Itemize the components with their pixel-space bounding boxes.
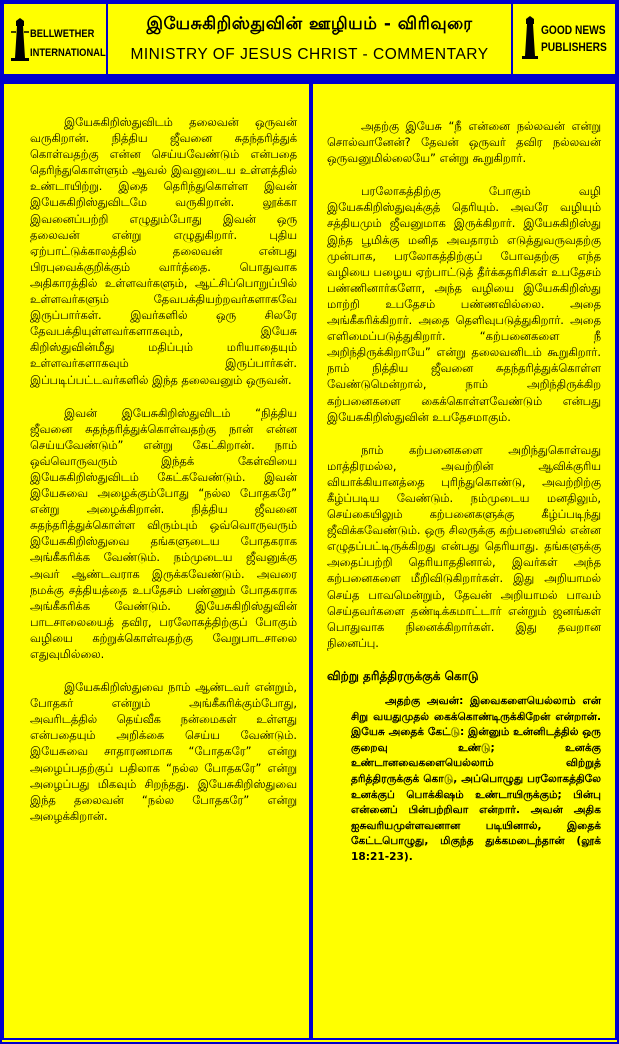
bellwether-logo-line2: INTERNATIONAL (30, 47, 106, 59)
gnp-logo-line2: PUBLISHERS (541, 40, 607, 54)
bellwether-logo (2, 2, 108, 76)
left-paragraph-2: இவன் இயேசுகிறிஸ்துவிடம் “நித்திய ஜீவனை சுதந்தரித்துக்கொள்வதற்கு நான் என்ன செய்யவேண்டும்” என்று கேட்கிறான். நாம் ஒவ்வொருவரும் இந்தக் கேள்வியை இயேசுகிறிஸ்துவிடம் கேட்கவேண்டும். இவன் இயேசுவை அழைக்கும்போது “நல்ல போதகரே” என்று அழைக்கிறான். நித்திய ஜீவனை சுதந்தரித்துக்கொள்ள விரும்பும் ஒவ்வொருவரும் இயேசுகிறிஸ்துவை தங்களுடைய போதகராக அங்கீகரிக்க வேண்டும். நம்முடைய ஜீவனுக்கு அவர் ஆண்டவராக இருக்கவேண்டும். அவரை நமக்கு சத்தியத்தை உபதேசம் பண்ணும் போதகராக அங்கீகரிக்க வேண்டும். இயேசுகிறிஸ்துவின் பாடசாலையைத் தவிர, பரலோகத்திற்குப் போகும் வழியை கற்றுக்கொள்வதற்கு வேறுபாடசாலை எதுவுமில்லை. (30, 405, 297, 661)
page-title-tamil: இயேசுகிறிஸ்துவின் ஊழியம் - விரிவுரை (146, 14, 473, 34)
left-paragraph-1: இயேசுகிறிஸ்துவிடம் தலைவன் ஒருவன் வருகிறான். நித்திய ஜீவனை சுதந்தரித்துக் கொள்வதற்கு என்ன செய்யவேண்டும் என்பதை தெரிந்துகொள்ளும் ஆவல் இவனுடைய உள்ளத்தில் உண்டாயிற்று. இதை தெரிந்துகொள்ள இவன் இயேசுகிறிஸ்துவிடமே வருகிறான். லூக்கா இவனைப்பற்றி எழுதும்போது இவன் ஒரு தலைவன் என்று எழுதுகிறார். புதிய ஏற்பாட்டுக்காலத்தில் தலைவன் என்பது பிரபுவைக்குறிக்கும் வார்த்தை. பொதுவாக அதிகாரத்தில் உள்ளவர்களும், ஆட்சிப்பொறுப்பில் உள்ளவர்களும் தேவபக்தியற்றவர்களாகவே இருப்பார்கள். இவர்களில் ஒரு சிலரே தேவபக்தியுள்ளவர்களாகவும், இயேசு கிறிஸ்துவின்மீது மதிப்பும் மரியாதையும் உள்ளவர்களாகவும் இருப்பார்கள். இப்படிப்பட்டவர்களில் இந்த தலைவனும் ஒருவன். (30, 115, 297, 387)
right-paragraph-2: பரலோகத்திற்கு போகும் வழி இயேசுகிறிஸ்துவுக்குத் தெரியும். அவரே வழியும் சத்தியமும் ஜீவனுமாக இருக்கிறார். இயேசுகிறிஸ்து இந்த பூமிக்கு மனித அவதாரம் எடுத்துவருவதற்கு முன்பாக, பரலோகத்திற்குப் போவதற்கு எந்த வழியை பழைய ஏற்பாட்டுத் தீர்க்கதரிசிகள் உபதேசம் பண்ணினார்களோ, அந்த வழியை இயேசுகிறிஸ்து மாற்றி உபதேசம் பண்ணவில்லை. அதை அங்கீகரிக்கிறார். அதை தெளிவுபடுத்துகிறார். அதை எளிமைப்படுத்துகிறார். “கற்பனைகளை நீ அறிந்திருக்கிறாயே” என்று தலைவனிடம் கூறுகிறார். நாம் நித்திய ஜீவனை சுதந்தரித்துக்கொள்ள வேண்டுமென்றால், நாம் அறிந்திருக்கிற கற்பனைகளை கைக்கொள்ளவேண்டும் என்பது இயேசுகிறிஸ்துவின் உபதேசமாகும். (327, 184, 601, 424)
left-paragraph-3: இயேசுகிறிஸ்துவை நாம் ஆண்டவர் என்றும், போதகர் என்றும் அங்கீகரிக்கும்போது, அவரிடத்தில் தெய்வீக நன்மைகள் உள்ளது என்பதையும் அறிக்கை செய்ய வேண்டும். இயேசுவை சாதாரணமாக “போதகரே” என்று அழைப்பதற்குப் பதிலாக “நல்ல போதகரே” என்று அழைப்பது மிகவும் சிறந்தது. இயேசுகிறிஸ்துவை இந்த தலைவன் “நல்ல போதகரே” என்று அழைக்கிறான். (30, 680, 297, 823)
gnp-logo-line1: GOOD NEWS (541, 23, 606, 37)
section-heading: விற்று தரித்திரருக்குக் கொடு (327, 668, 479, 683)
lighthouse-icon (10, 18, 30, 62)
page-title-english: MINISTRY OF JESUS CHRIST - COMMENTARY (130, 46, 489, 63)
scripture-quote: அதற்கு அவன்: இவைகளையெல்லாம் என் சிறு வயதுமுதல் கைக்கொண்டிருக்கிறேன் என்றான். இயேசு அதைக் கேட்டு: இன்னும் உன்னிடத்தில் ஒரு குறைவு உண்டு; உனக்கு உண்டானவைகளையெல்லாம் விற்றுத் தரித்திரருக்குக் கொடு, அப்பொழுது பரலோகத்திலே உனக்குப் பொக்கிஷம் உண்டாயிருக்கும்; பின்பு என்னைப் பின்பற்றிவா என்றார். அவன் அதிக ஐசுவரியமுள்ளவனான படியினால், இதைக் கேட்டபொழுது, மிகுந்த துக்கமடைந்தான் (லூக் 18:21-23). (351, 695, 601, 863)
page-header (2, 2, 617, 76)
left-column (2, 82, 311, 1040)
good-news-publishers-logo (511, 2, 617, 76)
right-paragraph-3: நாம் கற்பனைகளை அறிந்துகொள்வது மாத்திரமல்ல, அவற்றின் ஆவிக்குரிய வியாக்கியானத்தை புரிந்துகொண்டு, அவற்றிற்கு கீழ்ப்படிய வேண்டும். நம்முடைய மனதிலும், செய்கையிலும் கற்பனைகளுக்கு கீழ்ப்படிந்து ஜீவிக்கவேண்டும். ஒரு சிலருக்கு கற்பனையில் என்ன எழுதப்பட்டிருக்கிறது என்பது தெரியாது. தங்களுக்கு அதைப்பற்றி தெரியாததினால், இவர்கள் அந்த கற்பனைகளை மீறிவிடுகிறார்கள். இது அறியாமல் செய்த பாவமென்றும், தேவன் அறியாமல் பாவம் செய்தவர்களை தண்டிக்கமாட்டார் என்றும் ஜனங்கள் பொதுவாக நினைக்கிறார்கள். இது தவறான நினைப்பு. (327, 442, 601, 650)
title-box (108, 2, 511, 76)
lighthouse-icon (521, 16, 539, 60)
right-paragraph-1: அதற்கு இயேசு “நீ என்னை நல்லவன் என்று சொல்வானேன்? தேவன் ஒருவர் தவிர நல்லவன் ஒருவனுமில்லையே” என்று கூறுகிறார். (327, 119, 601, 166)
bellwether-logo-line1: BELLWETHER (30, 28, 95, 40)
right-column (311, 82, 617, 1040)
